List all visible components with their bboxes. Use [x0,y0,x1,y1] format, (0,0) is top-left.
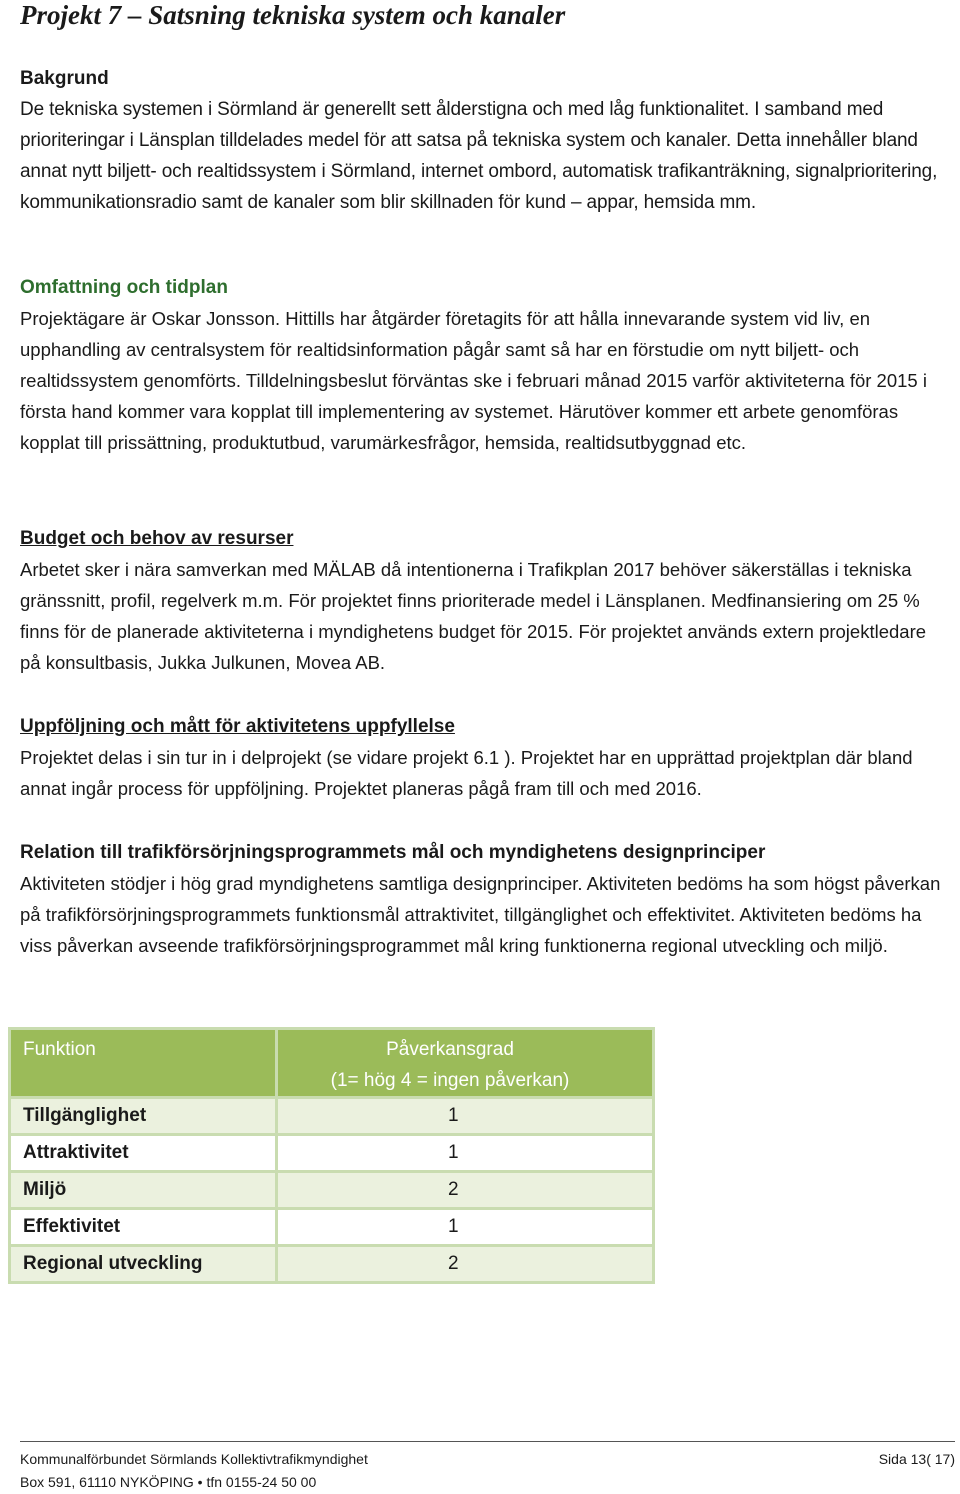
row-label: Attraktivitet [10,1135,277,1172]
table-row [10,1246,654,1283]
section-text: Aktiviteten stödjer i hög grad myndighetens samtliga designprinciper. Aktiviteten bedöms ha som högst påverkan på trafikförsörjningsprogrammets funktionsmål attraktivitet, tillgänglighet och effektivitet. Aktiviteten bedöms ha viss påverkan avseende trafikförsörjningsprogrammet mål kring funktionerna regional utveckling och miljö. [20,873,941,956]
row-label: Miljö [10,1172,277,1209]
section-text: Arbetet sker i nära samverkan med MÄLAB då intentionerna i Trafikplan 2017 behöver säkerställas i tekniska gränssnitt, profil, regelverk m.m. För projektet finns prioriterade medel i Länsplanen. Medfinansiering om 25 % finns för de planerade aktiviteterna i myndighetens budget för 2015. För projektet används extern projektledare på konsultbasis, Jukka Julkunen, Movea AB. [20,559,927,673]
footer-address-row [20,1470,955,1494]
header-impact [277,1029,654,1098]
table-row [10,1135,654,1172]
table-row [10,1172,654,1209]
footer [20,1447,955,1471]
section-budget [20,523,945,678]
section-uppfoljning [20,711,945,804]
section-heading: Budget och behov av resurser [20,528,294,549]
section-relation [20,837,945,961]
row-value: 2 [277,1246,654,1283]
row-value: 1 [277,1209,654,1246]
header-function: Funktion [10,1029,277,1098]
section-heading: Relation till trafikförsörjningsprogrammets mål och myndighetens designprinciper [20,842,766,863]
section-heading: Uppföljning och mått för aktivitetens uppfyllelse [20,716,455,737]
section-heading: Bakgrund [20,68,109,89]
footer-divider [20,1441,955,1442]
row-value: 2 [277,1172,654,1209]
row-value: 1 [277,1098,654,1135]
impact-table [8,1027,655,1284]
footer-page-number: Sida 13( 17) [878,1451,955,1467]
section-text: Projektägare är Oskar Jonsson. Hittills har åtgärder företagits för att hålla innevarande system vid liv, en upphandling av centralsystem för realtidsinformation pågår samt så har en förstudie om nytt biljett- och realtidssystem genomförts. Tilldelningsbeslut förväntas ske i februari månad 2015 varför aktiviteterna för 2015 i första hand kommer vara kopplat till implementering av systemet. Härutöver kommer ett arbete genomföras kopplat till prissättning, produktutbud, varumärkesfrågor, hemsida, realtidsutbyggnad etc. [20,308,927,453]
row-value: 1 [277,1135,654,1172]
row-label: Regional utveckling [10,1246,277,1283]
table-header-row [10,1029,654,1098]
footer-address: Box 591, 61110 NYKÖPING • tfn 0155-24 50 00 [20,1474,317,1490]
row-label: Effektivitet [10,1209,277,1246]
header-impact-line2: (1= hög 4 = ingen påverkan) [330,1070,570,1091]
section-bakgrund [20,63,945,218]
section-text: De tekniska systemen i Sörmland är generellt sett ålderstigna och med låg funktionalitet. I samband med prioriteringar i Länsplan tilldelades medel för att satsa på tekniska system och kanaler. Detta innehåller bland annat nytt biljett- och realtidssystem i Sörmland, internet ombord, automatisk trafikanträkning, signalprioritering, kommunikationsradio samt de kanaler som blir skillnaden för kund – appar, hemsida mm. [20,99,938,213]
section-omfattning [20,272,945,458]
section-text: Projektet delas i sin tur in i delprojekt (se vidare projekt 6.1 ). Projektet har en upprättad projektplan där bland annat ingår process för uppföljning. Projektet planeras pågå fram till och med 2016. [20,747,913,799]
header-impact-line1: Påverkansgrad [386,1039,514,1060]
section-heading: Omfattning och tidplan [20,277,228,298]
table-row [10,1209,654,1246]
table-row [10,1098,654,1135]
row-label: Tillgänglighet [10,1098,277,1135]
page-title: Projekt 7 – Satsning tekniska system och kanaler [20,0,566,30]
footer-org: Kommunalförbundet Sörmlands Kollektivtrafikmyndighet [20,1451,368,1467]
